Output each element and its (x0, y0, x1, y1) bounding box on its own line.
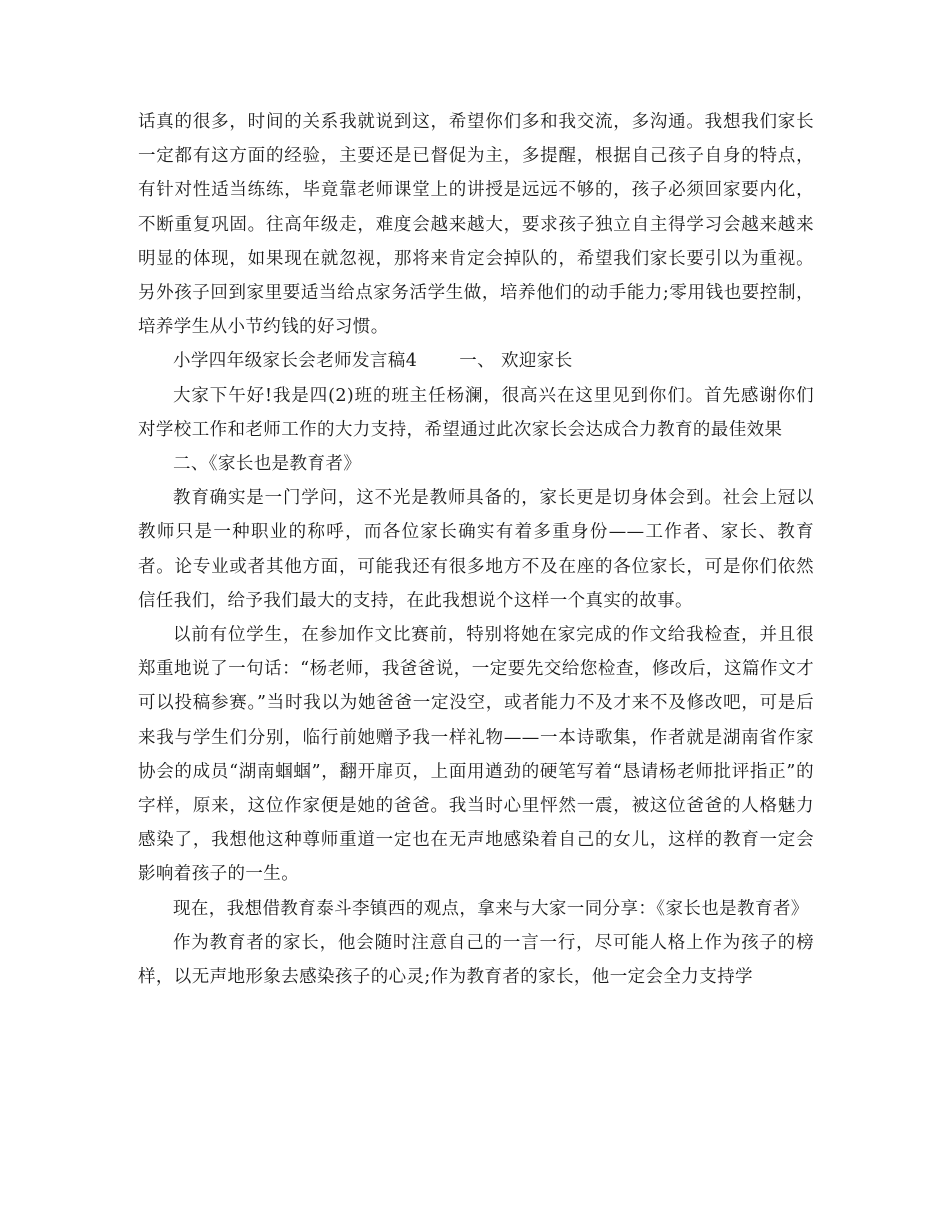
education-paragraph: 教育确实是一门学问，这不光是教师具备的，家长更是切身体会到。社会上冠以教师只是一种职业的称呼，而各位家长确实有着多重身份——工作者、家长、教育者。论专业或者其他方面，可能我还有很多地方不及在座的各位家长，可是你们依然信任我们，给予我们最大的支持，在此我想说个这样一个真实的故事。 (138, 488, 814, 611)
document-body (138, 105, 814, 994)
greeting-paragraph: 大家下午好!我是四(2)班的班主任杨澜，很高兴在这里见到你们。首先感谢你们对学校工作和老师工作的大力支持，希望通过此次家长会达成合力教育的最佳效果 (138, 385, 814, 440)
section-two-heading: 二、《家长也是教育者》 (173, 454, 362, 475)
speech-heading-line (138, 344, 814, 378)
paragraph-continuation: 话真的很多，时间的关系我就说到这，希望你们多和我交流，多沟通。我想我们家长一定都有这方面的经验，主要还是已督促为主，多提醒，根据自己孩子自身的特点，有针对性适当练练，毕竟靠老师课堂上的讲授是远远不够的，孩子必须回家要内化，不断重复巩固。往高年级走，难度会越来越大，要求孩子独立自主得学习会越来越来明显的体现，如果现在就忽视，那将来肯定会掉队的，希望我们家长要引以为重视。另外孩子回到家里要适当给点家务活学生做，培养他们的动手能力;零用钱也要控制，培养学生从小节约钱的好习惯。 (138, 112, 814, 338)
story-paragraph: 以前有位学生，在参加作文比赛前，特别将她在家完成的作文给我检查，并且很郑重地说了一句话：“杨老师，我爸爸说，一定要先交给您检查，修改后，这篇作文才可以投稿参赛。”当时我以为她爸爸一定没空，或者能力不及才来不及修改吧，可是后来我与学生们分别，临行前她赠予我一样礼物——一本诗歌集，作者就是湖南省作家协会的成员“湖南蝈蝈”，翻开扉页，上面用遒劲的硬笔写着“恳请杨老师批评指正”的字样，原来，这位作家便是她的爸爸。我当时心里怦然一震，被这位爸爸的人格魅力感染了，我想他这种尊师重道一定也在无声地感染着自己的女儿，这样的教育一定会影响着孩子的一生。 (138, 625, 814, 885)
speech-title: 小学四年级家长会老师发言稿4 (173, 351, 418, 372)
quote-intro-paragraph: 现在，我想借教育泰斗李镇西的观点，拿来与大家一同分享：《家长也是教育者》 (173, 898, 809, 919)
section-one-heading: 一、 欢迎家长 (459, 351, 573, 372)
parent-as-educator-paragraph: 作为教育者的家长，他会随时注意自己的一言一行，尽可能人格上作为孩子的榜样，以无声地形象去感染孩子的心灵;作为教育者的家长，他一定会全力支持学 (138, 932, 814, 988)
